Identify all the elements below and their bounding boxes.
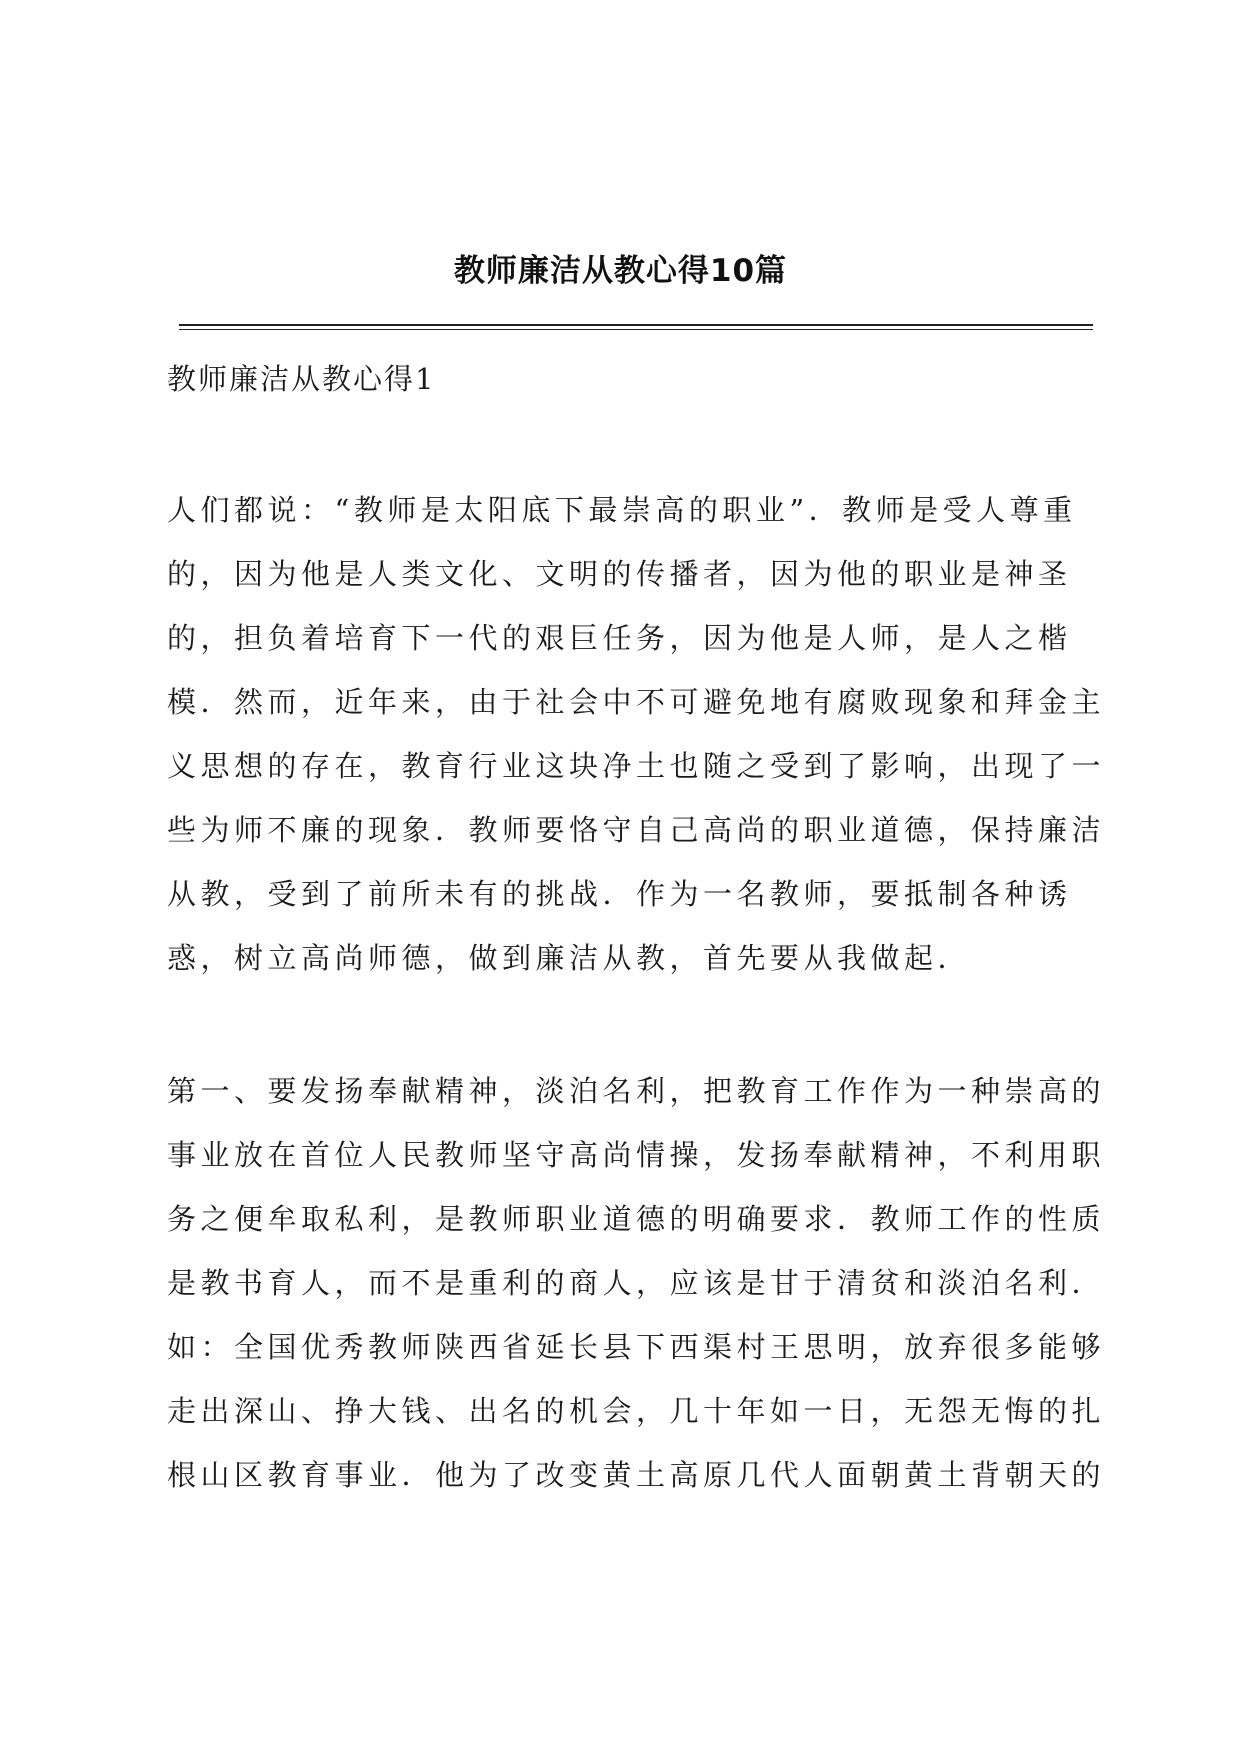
paragraph-line: 从教，受到了前所未有的挑战．作为一名教师，要抵制各种诱 xyxy=(167,877,1072,911)
document-title: 教师廉洁从教心得10篇 xyxy=(453,253,788,289)
paragraph-line: 义思想的存在，教育行业这块净土也随之受到了影响，出现了一 xyxy=(167,749,1106,783)
paragraph-line: 的，因为他是人类文化、文明的传播者，因为他的职业是神圣 xyxy=(167,557,1072,591)
paragraph-line: 走出深山、挣大钱、出名的机会，几十年如一日，无怨无悔的扎 xyxy=(167,1394,1106,1428)
paragraph-line: 模．然而，近年来，由于社会中不可避免地有腐败现象和拜金主 xyxy=(167,685,1106,719)
paragraph-line: 惑，树立高尚师德，做到廉洁从教，首先要从我做起． xyxy=(167,941,972,975)
paragraph-line: 人们都说：“教师是太阳底下最崇高的职业”．教师是受人尊重 xyxy=(167,493,1077,527)
paragraph-line: 如：全国优秀教师陕西省延长县下西渠村王思明，放弃很多能够 xyxy=(167,1330,1106,1364)
paragraph-line: 是教书育人，而不是重利的商人，应该是甘于清贫和淡泊名利． xyxy=(167,1266,1106,1300)
paragraph-line: 第一、要发扬奉献精神，淡泊名利，把教育工作作为一种崇高的 xyxy=(167,1074,1106,1108)
paragraph-line: 些为师不廉的现象．教师要恪守自己高尚的职业道德，保持廉洁 xyxy=(167,813,1106,847)
paragraph-2 xyxy=(167,1059,1105,1507)
title-divider xyxy=(179,324,1093,330)
paragraph-line: 的，担负着培育下一代的艰巨任务，因为他是人师，是人之楷 xyxy=(167,621,1072,655)
section-heading: 教师廉洁从教心得1 xyxy=(167,362,436,396)
paragraph-line: 事业放在首位人民教师坚守高尚情操，发扬奉献精神，不利用职 xyxy=(167,1138,1106,1172)
paragraph-line: 务之便牟取私利，是教师职业道德的明确要求．教师工作的性质 xyxy=(167,1202,1106,1236)
paragraph-1 xyxy=(167,478,1105,990)
paragraph-line: 根山区教育事业．他为了改变黄土高原几代人面朝黄土背朝天的 xyxy=(167,1458,1106,1492)
